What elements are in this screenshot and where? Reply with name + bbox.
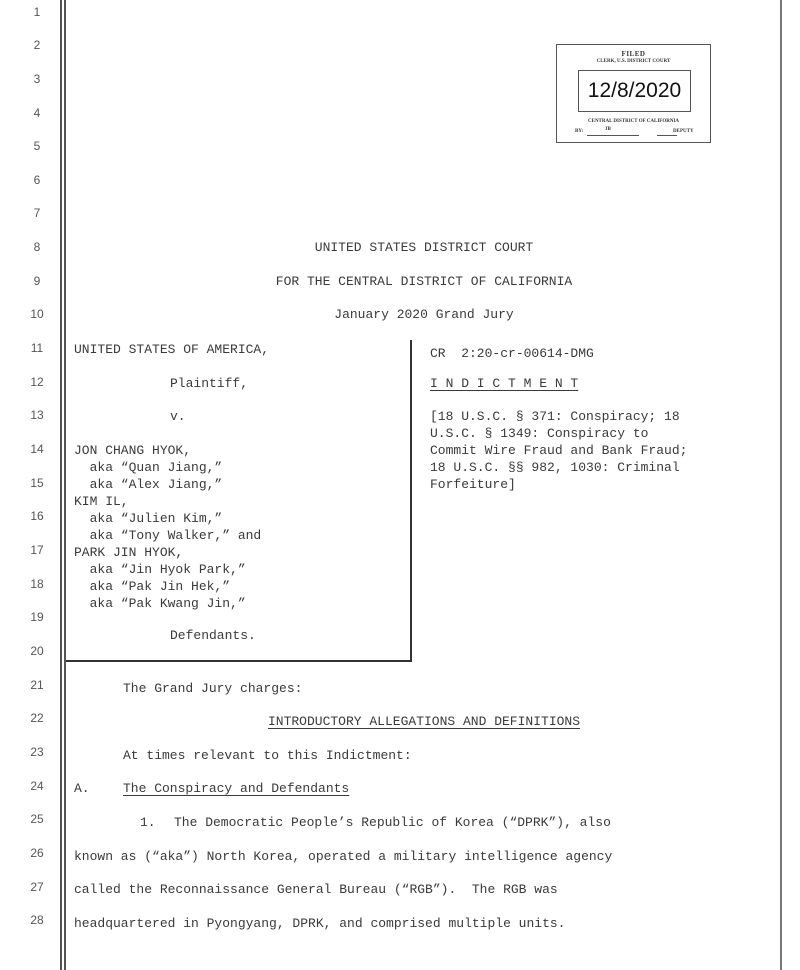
- charges-intro: The Grand Jury charges:: [123, 681, 303, 696]
- defendant-name-line: aka “Quan Jiang,”: [74, 460, 223, 475]
- defendants-label: Defendants.: [170, 628, 256, 643]
- defendant-name-line: aka “Tony Walker,” and: [74, 528, 262, 543]
- line-number: 28: [30, 913, 44, 927]
- statute-line: 18 U.S.C. §§ 982, 1030: Criminal: [430, 460, 680, 475]
- left-margin-rule: [60, 0, 62, 970]
- paragraph-line: known as (“aka”) North Korea, operated a military intelligence agency: [74, 849, 613, 864]
- line-number: 24: [30, 779, 44, 793]
- subsection-letter: A.: [74, 781, 90, 796]
- line-number: 20: [30, 644, 44, 658]
- filed-stamp: [556, 44, 711, 143]
- line-number: 8: [33, 240, 41, 254]
- line-number: 18: [30, 577, 44, 591]
- stamp-by-label: BY:: [575, 129, 584, 134]
- plaintiff-label: Plaintiff,: [170, 376, 249, 391]
- defendant-name-line: aka “Pak Jin Hek,”: [74, 579, 231, 594]
- caption-box-border: [66, 660, 412, 662]
- stamp-date: 12/8/2020: [578, 70, 691, 112]
- court-district: FOR THE CENTRAL DISTRICT OF CALIFORNIA: [275, 274, 573, 289]
- statute-line: U.S.C. § 1349: Conspiracy to: [430, 426, 649, 441]
- statute-line: [18 U.S.C. § 371: Conspiracy; 18: [430, 409, 680, 424]
- defendant-name-line: aka “Pak Kwang Jin,”: [74, 596, 246, 611]
- versus-label: v.: [170, 409, 186, 424]
- stamp-initials: JB: [605, 127, 611, 132]
- stamp-by-line: [657, 135, 677, 136]
- case-number: CR 2:20-cr-00614-DMG: [430, 346, 594, 361]
- line-number: 9: [33, 274, 41, 288]
- defendant-name-line: aka “Jin Hyok Park,”: [74, 562, 246, 577]
- left-margin-rule: [64, 0, 66, 970]
- line-number: 5: [33, 139, 41, 153]
- line-number: 12: [30, 375, 44, 389]
- line-number: 21: [30, 678, 44, 692]
- line-number: 22: [30, 711, 44, 725]
- line-number: 10: [30, 307, 44, 321]
- paragraph-line: called the Reconnaissance General Bureau (“RGB”). The RGB was: [74, 882, 558, 897]
- statute-line: Commit Wire Fraud and Bank Fraud;: [430, 443, 688, 458]
- section-heading: INTRODUCTORY ALLEGATIONS AND DEFINITIONS: [267, 714, 581, 729]
- line-number: 1: [33, 5, 41, 19]
- line-number: 2: [33, 38, 41, 52]
- defendant-name-line: JON CHANG HYOK,: [74, 443, 192, 458]
- line-number: 16: [30, 509, 44, 523]
- stamp-by-line: [587, 135, 639, 136]
- statute-line: Forfeiture]: [430, 477, 516, 492]
- paragraph-line: The Democratic People’s Republic of Korea (“DPRK”), also: [174, 815, 611, 830]
- defendant-name-line: KIM IL,: [74, 494, 129, 509]
- subsection-title: The Conspiracy and Defendants: [123, 781, 350, 796]
- line-number: 26: [30, 846, 44, 860]
- line-number: 19: [30, 610, 44, 624]
- stamp-deputy-label: DEPUTY: [673, 129, 694, 134]
- line-number: 6: [33, 173, 41, 187]
- line-number: 3: [33, 72, 41, 86]
- line-number: 15: [30, 476, 44, 490]
- line-number: 13: [30, 408, 44, 422]
- plaintiff-name: UNITED STATES OF AMERICA,: [74, 342, 270, 357]
- line-number: 14: [30, 442, 44, 456]
- document-type: I N D I C T M E N T: [430, 376, 579, 391]
- defendant-name-line: aka “Alex Jiang,”: [74, 477, 223, 492]
- court-name: UNITED STATES DISTRICT COURT: [314, 240, 534, 255]
- defendant-name-line: aka “Julien Kim,”: [74, 511, 223, 526]
- caption-box-border: [410, 340, 412, 662]
- stamp-filed-label: FILED: [621, 50, 646, 58]
- stamp-clerk-label: CLERK, U.S. DISTRICT COURT: [596, 59, 671, 64]
- line-number: 27: [30, 880, 44, 894]
- line-number: 4: [33, 106, 41, 120]
- line-number: 25: [30, 812, 44, 826]
- line-number: 7: [33, 206, 41, 220]
- line-number: 11: [30, 341, 44, 355]
- paragraph-number: 1.: [140, 815, 156, 830]
- line-number: 17: [30, 543, 44, 557]
- paragraph-line: headquartered in Pyongyang, DPRK, and comprised multiple units.: [74, 916, 566, 931]
- times-relevant: At times relevant to this Indictment:: [123, 748, 412, 763]
- line-number: 23: [30, 745, 44, 759]
- line-numbers: [0, 0, 60, 970]
- defendant-name-line: PARK JIN HYOK,: [74, 545, 184, 560]
- stamp-district-label: CENTRAL DISTRICT OF CALIFORNIA: [588, 119, 679, 124]
- right-margin-rule: [780, 0, 782, 970]
- grand-jury-term: January 2020 Grand Jury: [334, 307, 514, 322]
